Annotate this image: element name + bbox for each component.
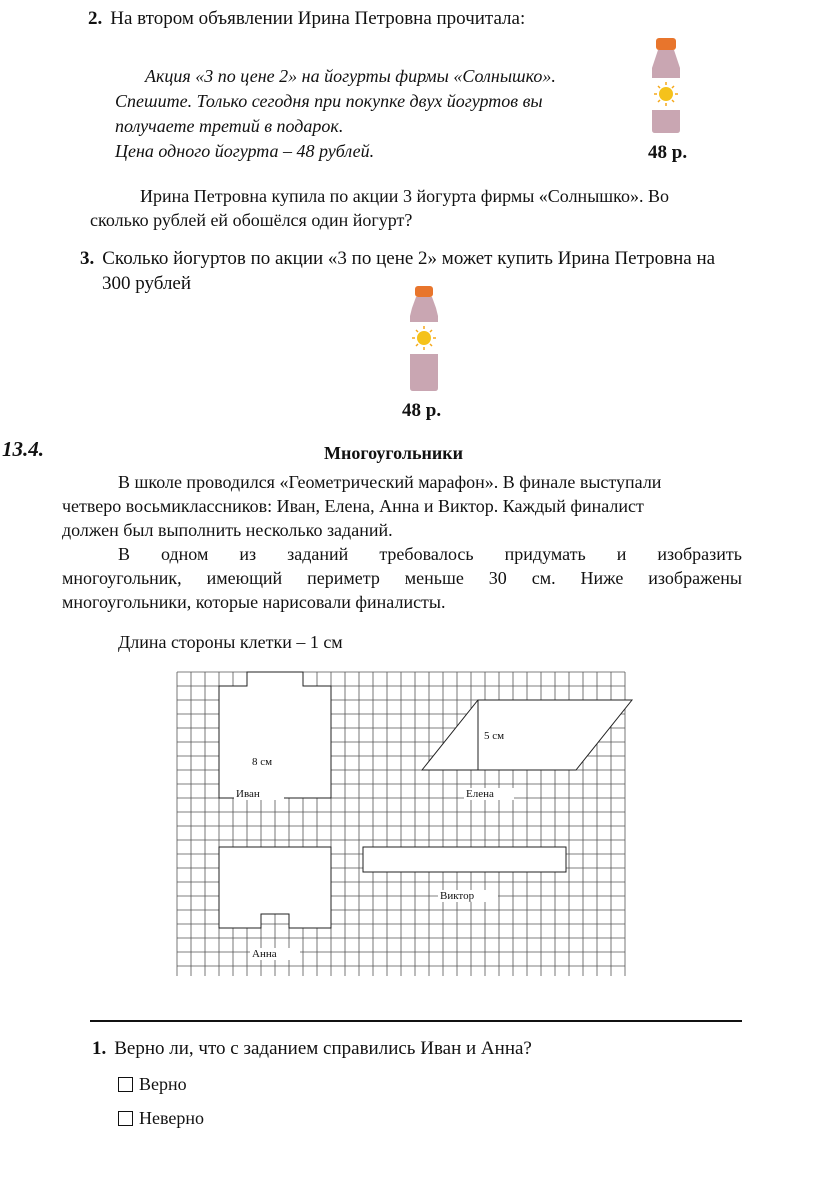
q2-intro — [88, 6, 525, 31]
para-line: В школе проводился «Геометрический марафон». В финале выступали — [118, 472, 662, 492]
ad-line: Акция «3 по цене 2» на йогурты фирмы «Солнышко». — [145, 66, 556, 86]
q1-number: 1. — [92, 1038, 107, 1059]
q2-price: 48 р. — [648, 142, 688, 163]
section-number: 13.4. — [2, 437, 44, 461]
q1-question — [92, 1036, 532, 1061]
q2-question-line: сколько рублей ей обошёлся один йогурт? — [90, 210, 413, 230]
checkbox-icon[interactable] — [118, 1077, 133, 1092]
elena-side-label: 5 см — [482, 730, 522, 742]
option-label: Неверно — [139, 1108, 205, 1128]
q3-number: 3. — [80, 248, 95, 269]
q2-intro-text: На втором объявлении Ирина Петровна прочитала: — [110, 8, 526, 29]
ivan-polygon — [219, 672, 331, 798]
ad-line: Цена одного йогурта – 48 рублей. — [115, 141, 375, 161]
q3-price: 48 р. — [402, 400, 442, 421]
q2-question — [90, 184, 770, 232]
q3-line: Сколько йогуртов по акции «3 по цене 2» может купить Ирина Петровна на — [102, 248, 716, 269]
cell-size-note: Длина стороны клетки – 1 см — [118, 632, 343, 652]
q2-number: 2. — [88, 8, 103, 29]
yogurt-bottle-icon — [646, 38, 686, 134]
ad-line: получаете третий в подарок. — [115, 116, 344, 136]
q1-text: Верно ли, что с заданием справились Иван и Анна? — [114, 1038, 532, 1059]
elena-polygon — [422, 700, 632, 770]
polygon-grid — [176, 664, 636, 984]
para-line: многоугольники, которые нарисовали финалисты. — [62, 592, 446, 612]
viktor-label: Виктор — [438, 890, 498, 902]
q2-question-line: Ирина Петровна купила по акции 3 йогурта фирмы «Солнышко». Во — [140, 186, 669, 206]
checkbox-icon[interactable] — [118, 1111, 133, 1126]
option-true[interactable] — [118, 1074, 187, 1095]
anna-label: Анна — [250, 948, 300, 960]
q3-line: 300 рублей — [102, 273, 192, 294]
viktor-polygon — [363, 847, 566, 872]
section-para2 — [62, 542, 742, 614]
ivan-label: Иван — [234, 788, 284, 800]
yogurt-bottle-icon — [405, 286, 443, 392]
para-line: четверо восьмиклассников: Иван, Елена, Анна и Виктор. Каждый финалист — [62, 496, 644, 516]
divider — [90, 1020, 742, 1022]
option-label: Верно — [139, 1074, 187, 1094]
q2-ad — [115, 64, 640, 164]
para-line: многоугольник, имеющий периметр меньше 30 см. Ниже изображены — [62, 568, 742, 588]
para-line: должен был выполнить несколько заданий. — [62, 520, 393, 540]
section-para1 — [62, 470, 742, 542]
para-line: В одном из заданий требовалось придумать и изобразить — [118, 544, 742, 564]
ad-line: Спешите. Только сегодня при покупке двух йогуртов вы — [115, 91, 543, 111]
elena-label: Елена — [464, 788, 514, 800]
ivan-side-label: 8 см — [250, 756, 300, 768]
option-false[interactable] — [118, 1108, 204, 1129]
section-title: Многоугольники — [324, 443, 463, 463]
